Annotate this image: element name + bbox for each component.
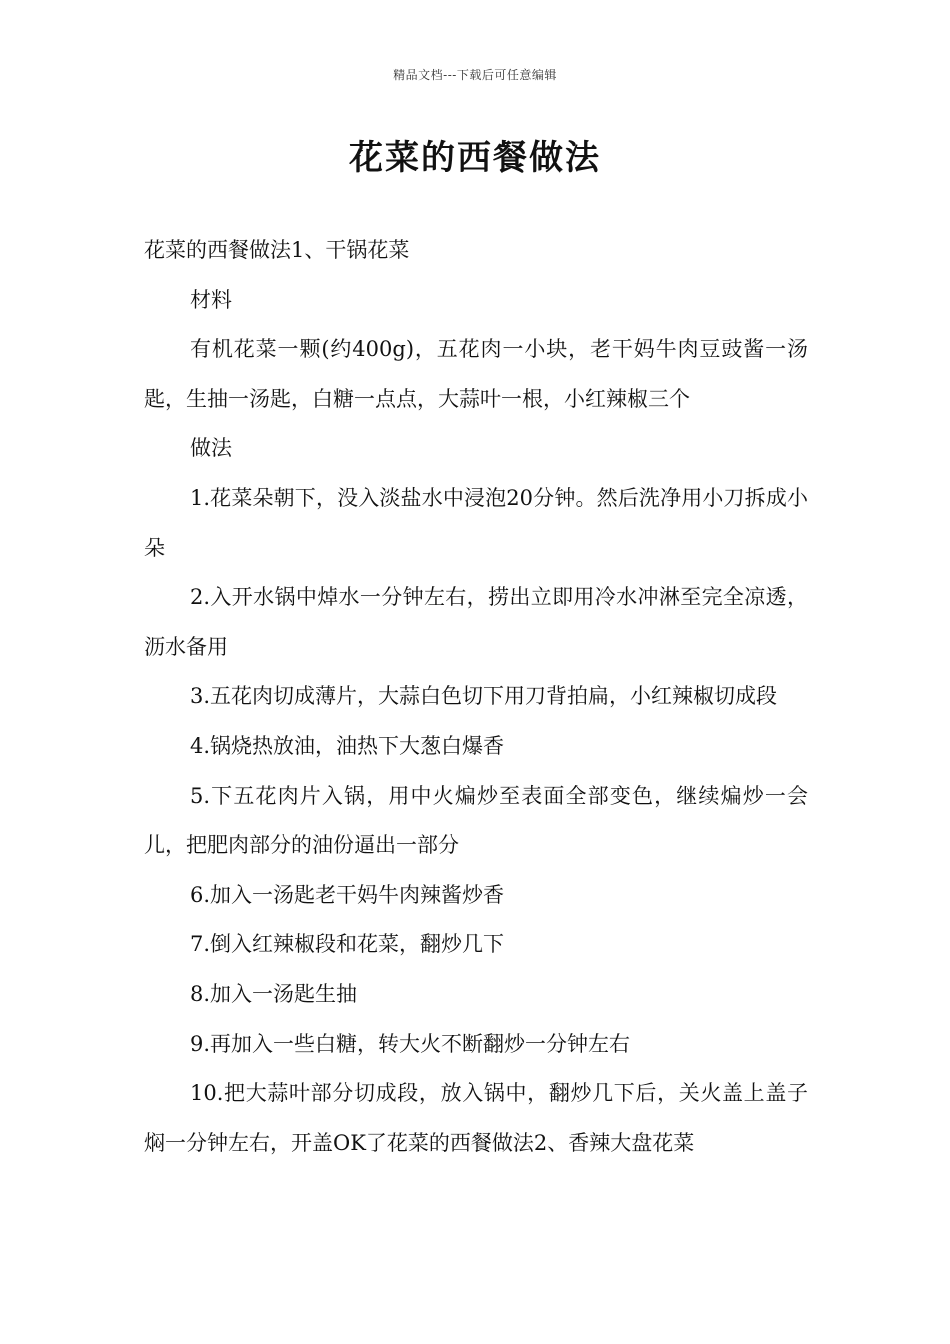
paragraph: 10.把大蒜叶部分切成段，放入锅中，翻炒几下后，关火盖上盖子焖一分钟左右，开盖OK了花菜的西餐做法2、香辣大盘花菜	[144, 1081, 808, 1155]
header-note: 精品文档---下载后可任意编辑	[393, 68, 557, 82]
paragraph: 花菜的西餐做法1、干锅花菜	[144, 238, 410, 262]
paragraph: 1.花菜朵朝下，没入淡盐水中浸泡20分钟。然后洗净用小刀拆成小朵	[144, 485, 808, 560]
paragraph: 有机花菜一颗(约400g)，五花肉一小块，老干妈牛肉豆豉酱一汤匙，生抽一汤匙，白糖一点点，大蒜叶一根，小红辣椒三个	[144, 337, 808, 411]
paragraph: 6.加入一汤匙老干妈牛肉辣酱炒香	[190, 882, 505, 907]
paragraph: 材料	[190, 287, 232, 312]
paragraph: 3.五花肉切成薄片，大蒜白色切下用刀背拍扁，小红辣椒切成段	[190, 684, 778, 709]
paragraph: 4.锅烧热放油，油热下大葱白爆香	[190, 733, 505, 758]
paragraph: 8.加入一汤匙生抽	[190, 981, 358, 1006]
document-body	[144, 226, 808, 1168]
paragraph: 做法	[190, 436, 232, 461]
paragraph: 9.再加入一些白糖，转大火不断翻炒一分钟左右	[190, 1031, 631, 1056]
document-title: 花菜的西餐做法	[349, 138, 601, 178]
paragraph: 7.倒入红辣椒段和花菜，翻炒几下	[190, 932, 505, 957]
paragraph: 2.入开水锅中焯水一分钟左右，捞出立即用冷水冲淋至完全凉透，沥水备用	[144, 585, 808, 659]
paragraph: 5.下五花肉片入锅，用中火煸炒至表面全部变色，继续煸炒一会儿，把肥肉部分的油份逼出一部分	[144, 783, 808, 858]
